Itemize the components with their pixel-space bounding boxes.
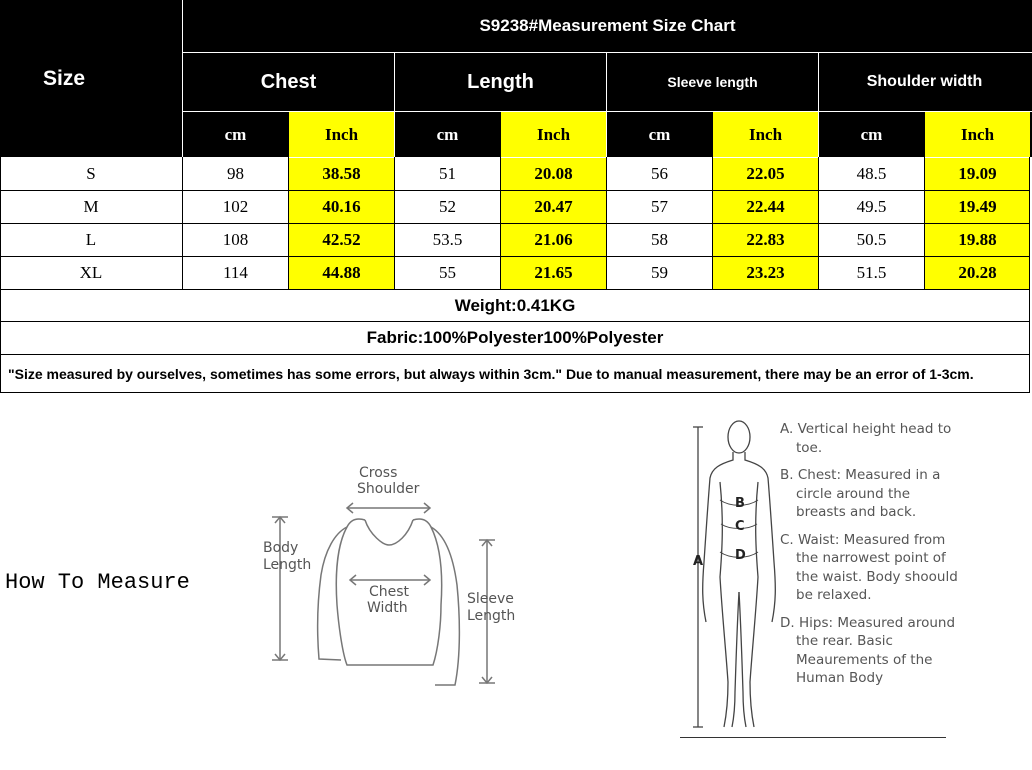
unit-inch: Inch — [289, 112, 394, 157]
figure-letter-b: B — [735, 496, 745, 511]
col-divider — [182, 157, 183, 289]
shirt-measure-diagram — [255, 455, 545, 715]
body-length-label: Length — [263, 557, 312, 573]
group-chest: Chest — [183, 53, 394, 111]
sleeve-cm: 59 — [651, 263, 668, 282]
length-inch: 20.08 — [501, 158, 606, 190]
shoulder-inch: 19.88 — [925, 224, 1030, 256]
how-to-measure-label: How To Measure — [5, 570, 190, 595]
shoulder-cm: 48.5 — [856, 164, 887, 183]
col-divider — [606, 157, 607, 289]
legend-item-a: A. Vertical height head to toe. — [780, 421, 952, 456]
cross-shoulder-label: Cross — [359, 465, 398, 481]
chest-cm: 114 — [223, 263, 248, 282]
sleeve-length-label: Sleeve — [467, 591, 514, 607]
sleeve-cm: 58 — [651, 230, 668, 249]
size-cell: M — [83, 197, 99, 216]
shoulder-inch: 20.28 — [925, 257, 1030, 289]
group-sleeve-length: Sleeve length — [607, 53, 818, 111]
chest-width-label: Width — [367, 600, 408, 616]
col-divider — [818, 157, 819, 289]
col-divider — [924, 157, 925, 289]
size-cell: S — [86, 164, 96, 183]
sleeve-inch: 23.23 — [713, 257, 818, 289]
sleeve-length-label: Length — [467, 608, 516, 624]
chest-inch: 42.52 — [289, 224, 394, 256]
measurement-note: "Size measured by ourselves, sometimes has some errors, but always within 3cm." Due to manual measurement, there may be an error of 1-3cm. — [8, 365, 974, 382]
legend-item-c: C. Waist: Measured from the narrowest point of the waist. Body shoould be relaxed. — [780, 531, 958, 603]
chest-cm: 108 — [222, 230, 249, 249]
length-cm: 53.5 — [432, 230, 463, 249]
row-divider — [0, 392, 1030, 393]
size-header: Size — [0, 0, 182, 157]
chest-width-label: Chest — [369, 584, 410, 600]
header-divider — [182, 52, 1032, 53]
sleeve-inch: 22.44 — [713, 191, 818, 223]
row-divider — [0, 223, 1030, 224]
group-length: Length — [395, 53, 606, 111]
fabric-row: Fabric:100%Polyester100%Polyester — [366, 328, 664, 347]
figure-letter-a: A — [693, 554, 704, 569]
row-divider — [0, 190, 1030, 191]
legend-item-d: D. Hips: Measured around the rear. Basic Meaurements of the Human Body — [780, 614, 956, 686]
chest-inch: 38.58 — [289, 158, 394, 190]
length-cm: 51 — [439, 164, 456, 183]
col-divider — [500, 157, 501, 289]
row-divider — [0, 256, 1030, 257]
shoulder-cm: 49.5 — [856, 197, 887, 216]
unit-inch: Inch — [501, 112, 606, 157]
shoulder-cm: 51.5 — [856, 263, 887, 282]
chest-cm: 102 — [222, 197, 249, 216]
figure-letter-d: D — [735, 548, 746, 563]
figure-letter-c: C — [735, 519, 745, 534]
unit-cm: cm — [819, 112, 924, 157]
col-divider — [288, 157, 289, 289]
sleeve-cm: 56 — [651, 164, 668, 183]
length-cm: 52 — [439, 197, 456, 216]
size-cell: XL — [79, 263, 103, 282]
sleeve-cm: 57 — [651, 197, 668, 216]
chest-inch: 44.88 — [289, 257, 394, 289]
unit-inch: Inch — [713, 112, 818, 157]
body-length-label: Body — [263, 540, 299, 556]
sleeve-inch: 22.83 — [713, 224, 818, 256]
weight-row: Weight:0.41KG — [454, 295, 576, 315]
unit-cm: cm — [607, 112, 712, 157]
unit-inch: Inch — [925, 112, 1030, 157]
size-cell: L — [85, 230, 97, 249]
figure-baseline — [680, 737, 946, 738]
shoulder-cm: 50.5 — [856, 230, 887, 249]
col-divider — [394, 157, 395, 289]
measure-legend — [780, 420, 960, 697]
unit-cm: cm — [183, 112, 288, 157]
group-shoulder-width: Shoulder width — [819, 53, 1030, 111]
shoulder-inch: 19.09 — [925, 158, 1030, 190]
shoulder-inch: 19.49 — [925, 191, 1030, 223]
cross-shoulder-label: Shoulder — [357, 481, 420, 497]
length-cm: 55 — [439, 263, 456, 282]
legend-item-b: B. Chest: Measured in a circle around the breasts and back. — [780, 467, 941, 520]
sleeve-inch: 22.05 — [713, 158, 818, 190]
body-measure-figure — [690, 412, 790, 742]
length-inch: 21.65 — [501, 257, 606, 289]
col-divider — [712, 157, 713, 289]
chart-title: S9238#Measurement Size Chart — [183, 0, 1032, 52]
length-inch: 20.47 — [501, 191, 606, 223]
chest-cm: 98 — [227, 164, 244, 183]
unit-cm: cm — [395, 112, 500, 157]
length-inch: 21.06 — [501, 224, 606, 256]
chest-inch: 40.16 — [289, 191, 394, 223]
